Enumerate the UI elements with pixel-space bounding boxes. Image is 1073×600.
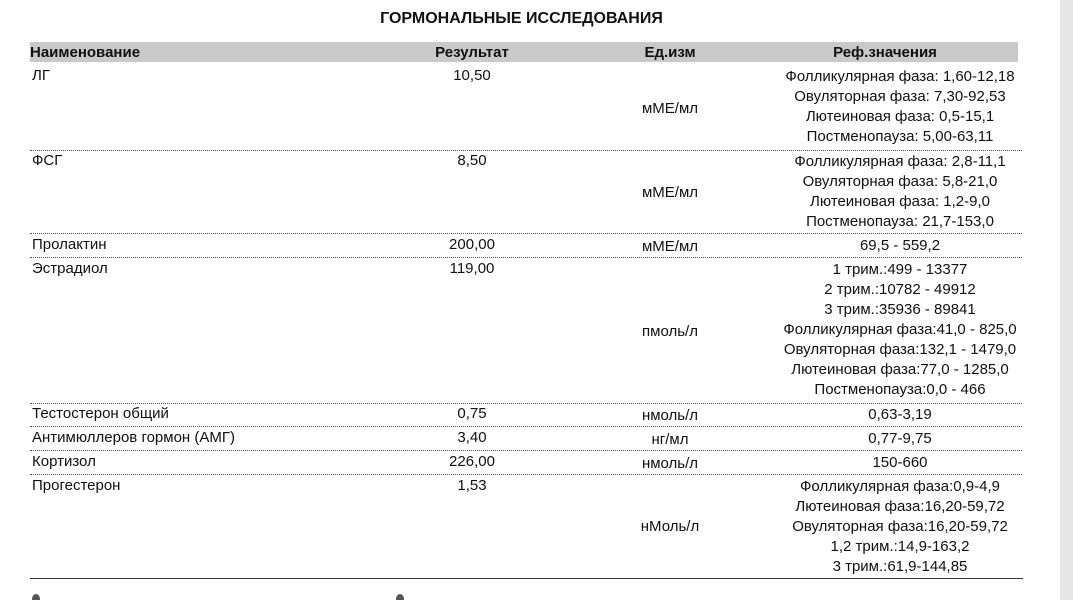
test-result: 10,50 — [453, 67, 491, 84]
test-unit: нМоль/л — [640, 517, 700, 535]
test-name: ЛГ — [32, 67, 50, 84]
reference-line: 0,63-3,19 — [868, 406, 932, 423]
test-result: 0,75 — [457, 405, 487, 422]
reference-line: Лютеиновая фаза:77,0 - 1285,0 — [791, 361, 1009, 378]
reference-line: Лютеиновая фаза: 1,2-9,0 — [809, 193, 990, 210]
document-title: ГОРМОНАЛЬНЫЕ ИССЛЕДОВАНИЯ — [380, 10, 663, 27]
reference-line: Фолликулярная фаза:41,0 - 825,0 — [783, 321, 1017, 338]
reference-line: Фолликулярная фаза: 2,8-11,1 — [794, 153, 1006, 170]
reference-line: Лютеиновая фаза: 0,5-15,1 — [805, 108, 995, 125]
reference-line: Лютеиновая фаза:16,20-59,72 — [795, 498, 1005, 515]
test-name: Пролактин — [32, 236, 107, 253]
test-unit: нмоль/л — [641, 454, 699, 472]
test-result: 119,00 — [449, 260, 495, 277]
reference-line: 3 трим.:61,9-144,85 — [832, 558, 968, 575]
table-row — [30, 428, 1022, 451]
reference-line: Овуляторная фаза:16,20-59,72 — [792, 518, 1008, 535]
column-header-reference: Реф.значения — [833, 44, 937, 61]
reference-line: Постменопауза: 5,00-63,11 — [806, 128, 994, 145]
reference-line: Фолликулярная фаза:0,9-4,9 — [800, 478, 1000, 495]
test-name: ФСГ — [32, 152, 63, 169]
table-row — [30, 66, 1022, 151]
reference-values — [720, 429, 1073, 449]
table-row — [30, 235, 1022, 258]
test-unit: мМЕ/мл — [641, 237, 699, 255]
reference-line: 0,77-9,75 — [868, 430, 932, 447]
test-unit: пмоль/л — [642, 322, 698, 340]
cropped-text-fragments — [0, 594, 1060, 600]
column-header-result: Результат — [435, 44, 509, 61]
reference-line: 150-660 — [872, 454, 928, 471]
page-edge-shadow — [1060, 0, 1073, 600]
reference-values — [720, 236, 1073, 256]
test-name: Антимюллеров гормон (АМГ) — [32, 429, 235, 446]
test-name: Тестостерон общий — [32, 405, 169, 422]
table-bottom-rule — [30, 578, 1023, 579]
test-unit: мМЕ/мл — [641, 183, 699, 201]
test-unit: нмоль/л — [641, 406, 699, 424]
table-row — [30, 404, 1022, 427]
reference-values — [720, 477, 1073, 577]
table-row — [30, 151, 1022, 234]
test-result: 1,53 — [457, 477, 487, 494]
reference-line: Фолликулярная фаза: 1,60-12,18 — [785, 68, 1015, 85]
reference-line: 1,2 трим.:14,9-163,2 — [830, 538, 970, 555]
reference-values — [720, 260, 1073, 400]
column-header-unit: Ед.изм — [644, 44, 696, 61]
reference-values — [720, 453, 1073, 473]
reference-line: Постменопауза:0,0 - 466 — [814, 381, 986, 398]
test-result: 200,00 — [449, 236, 495, 253]
reference-line: 1 трим.:499 - 13377 — [832, 261, 968, 278]
test-unit: нг/мл — [651, 430, 689, 448]
test-name: Прогестерон — [32, 477, 121, 494]
test-name: Эстрадиол — [32, 260, 108, 277]
reference-values — [720, 67, 1073, 147]
test-unit: мМЕ/мл — [641, 99, 699, 117]
table-row — [30, 452, 1022, 475]
table-header — [30, 42, 1018, 62]
test-result: 226,00 — [449, 453, 495, 470]
column-header-name: Наименование — [30, 44, 141, 61]
reference-line: 2 трим.:10782 - 49912 — [824, 281, 976, 298]
test-name: Кортизол — [32, 453, 96, 470]
table-row — [30, 259, 1022, 404]
reference-line: Овуляторная фаза: 5,8-21,0 — [802, 173, 998, 190]
reference-line: 69,5 - 559,2 — [859, 237, 941, 254]
reference-values — [720, 152, 1073, 232]
reference-values — [720, 405, 1073, 425]
reference-line: Постменопауза: 21,7-153,0 — [806, 213, 994, 230]
reference-line: 3 трим.:35936 - 89841 — [824, 301, 976, 318]
reference-line: Овуляторная фаза: 7,30-92,53 — [794, 88, 1006, 105]
table-row — [30, 476, 1022, 576]
reference-line: Овуляторная фаза:132,1 - 1479,0 — [783, 341, 1017, 358]
test-result: 8,50 — [457, 152, 487, 169]
test-result: 3,40 — [457, 429, 487, 446]
